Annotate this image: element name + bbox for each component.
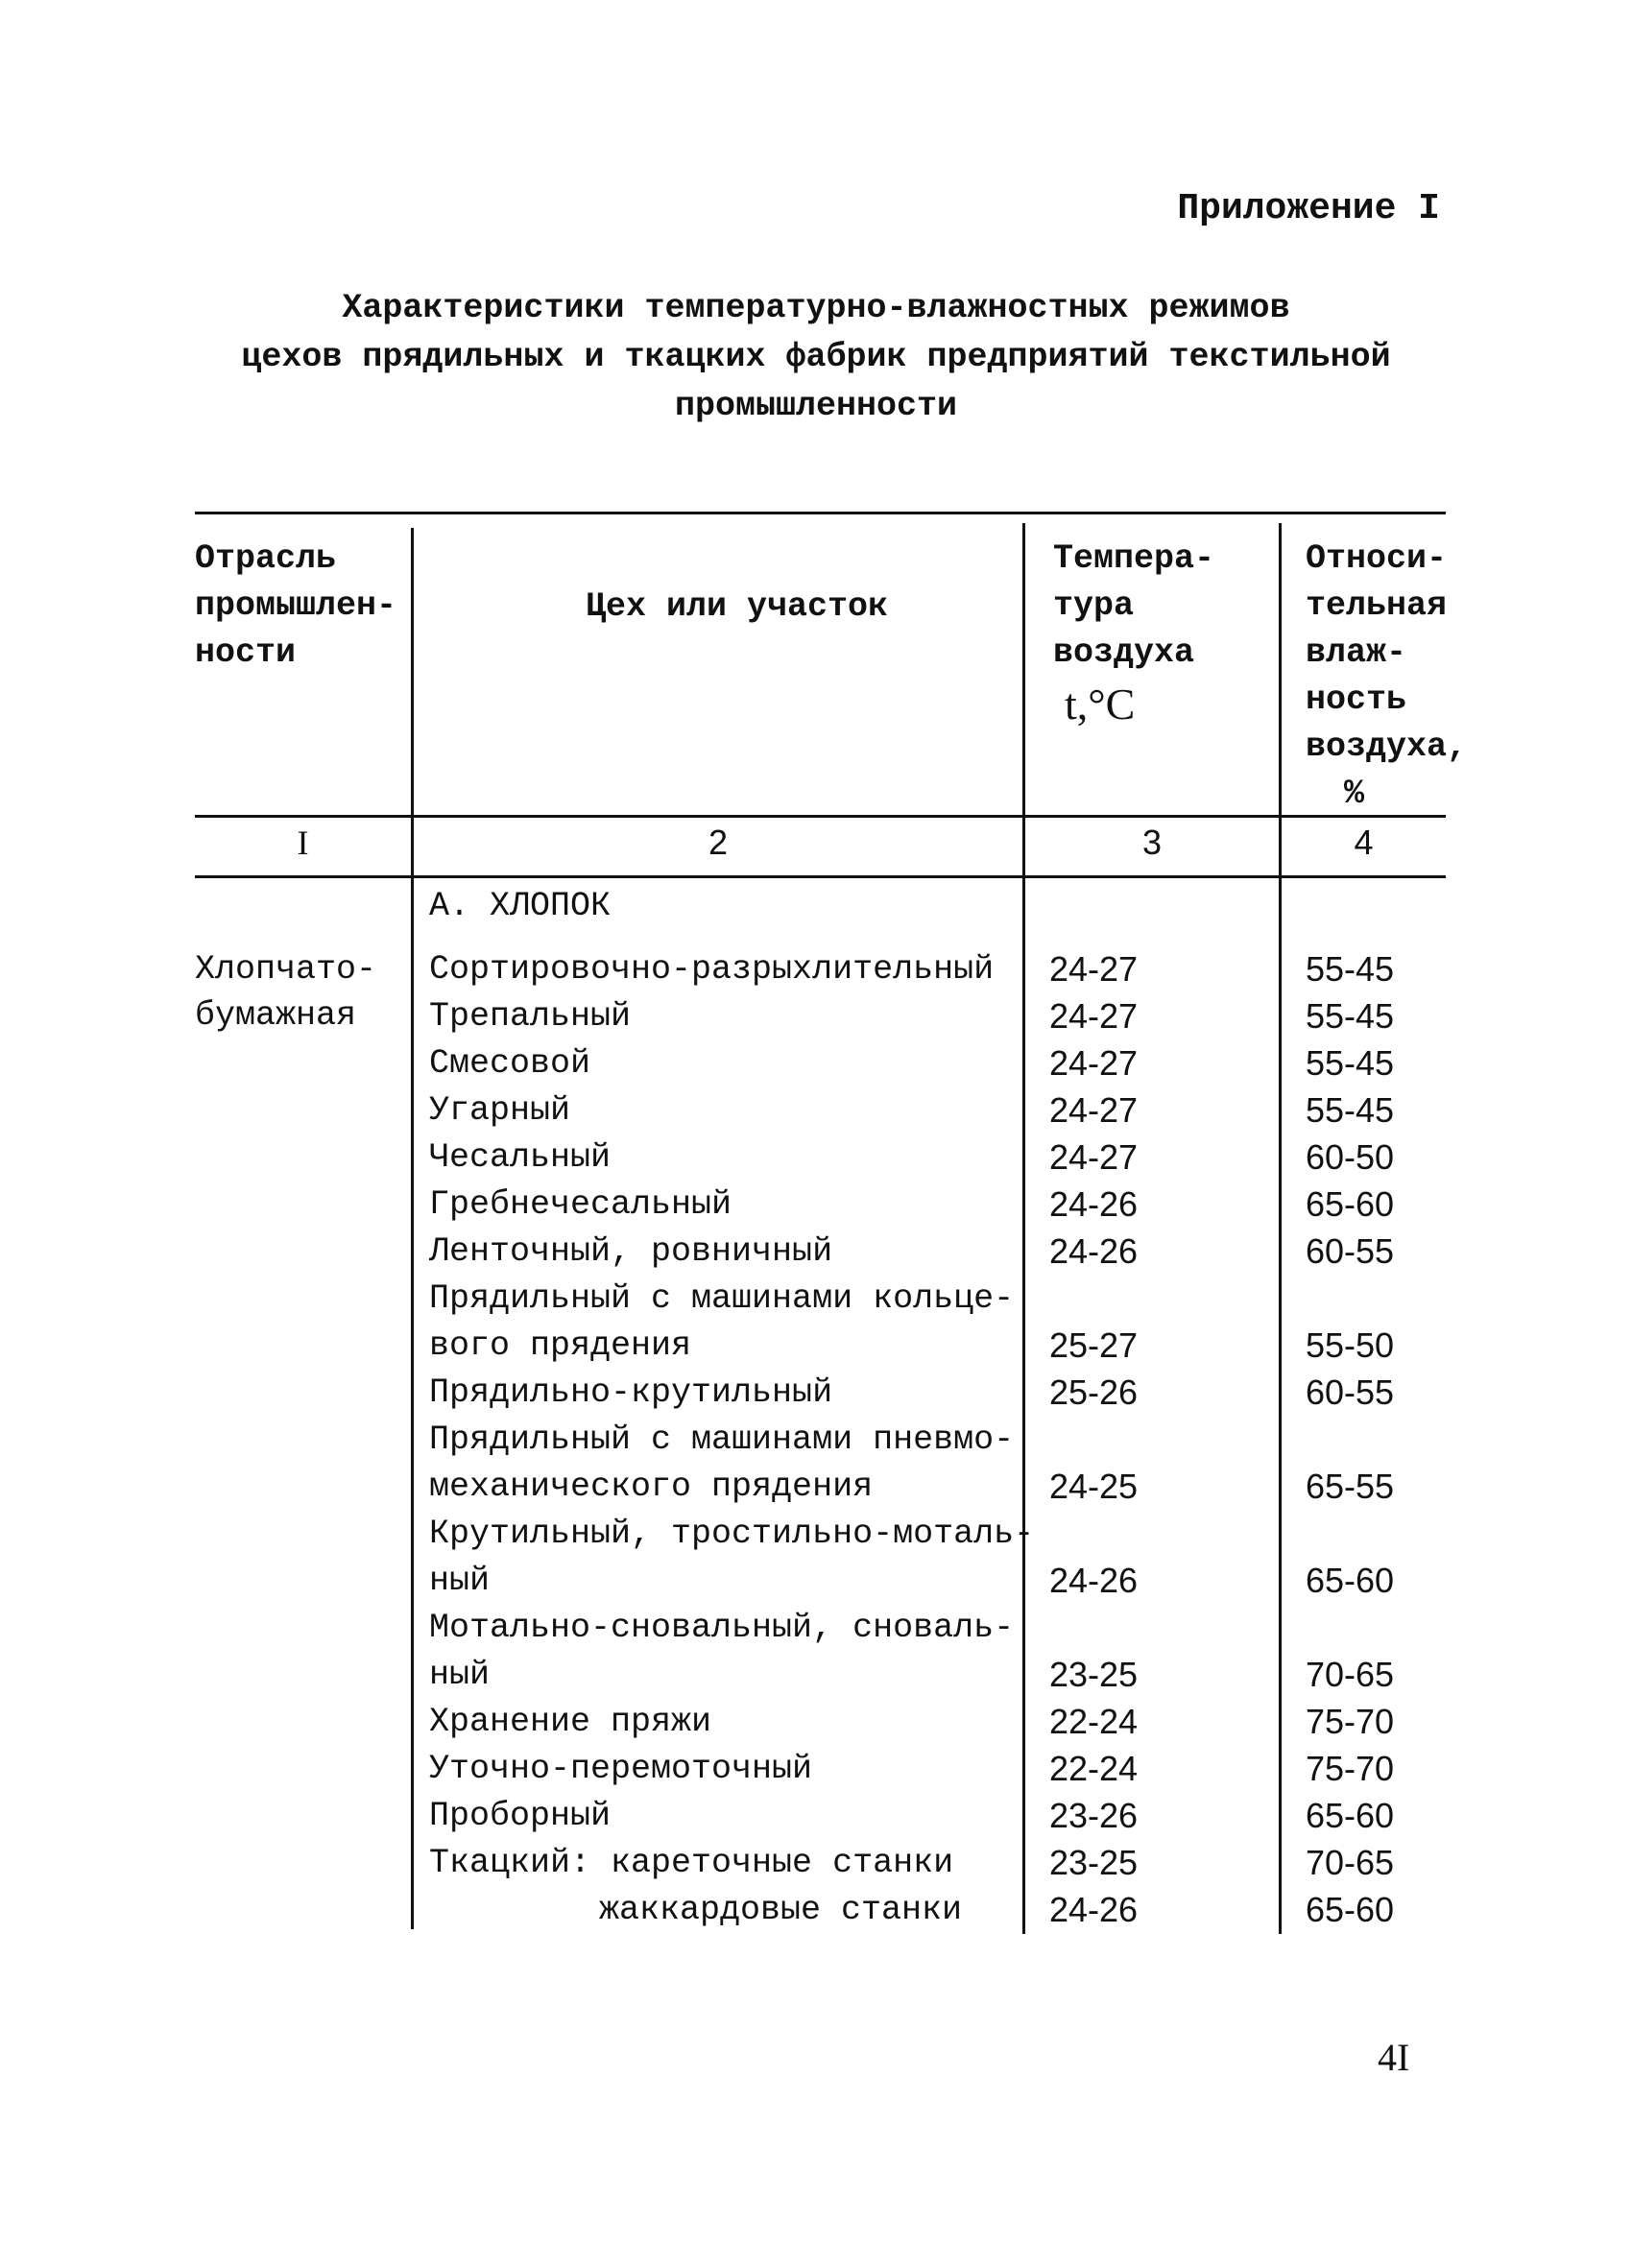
row-name: Трепальный [429, 997, 632, 1036]
row-temperature: 22-24 [1049, 1702, 1139, 1741]
column-divider-1 [411, 528, 414, 1929]
row-humidity: 65-60 [1306, 1796, 1395, 1835]
title-line: промышленности [674, 387, 958, 425]
row-temperature: 24-25 [1049, 1467, 1139, 1506]
row-temperature: 24-26 [1049, 1231, 1139, 1271]
row-temperature: 24-26 [1049, 1561, 1139, 1600]
row-humidity: 60-55 [1306, 1373, 1395, 1412]
row-temperature: 24-26 [1049, 1184, 1139, 1224]
row-humidity: 65-60 [1306, 1184, 1395, 1224]
column-number: 3 [1141, 823, 1163, 862]
column-divider-2 [1022, 523, 1025, 1934]
row-temperature: 24-27 [1049, 1090, 1139, 1130]
row-temperature: 23-26 [1049, 1796, 1139, 1835]
title-line: цехов прядильных и ткацких фабрик предприятий текстильной [241, 338, 1391, 376]
column-number-rule [195, 875, 1446, 878]
row-name: Уточно-перемоточный [429, 1750, 813, 1788]
header-temperature: Темпера- тура воздуха t,°C [1053, 539, 1215, 728]
row-humidity: 55-45 [1306, 1043, 1395, 1083]
row-humidity: 55-45 [1306, 949, 1395, 989]
column-number: 2 [708, 823, 729, 862]
row-name: механического прядения [429, 1468, 874, 1506]
row-humidity: 65-60 [1306, 1890, 1395, 1929]
header-industry: Отрасль промышлен- ности [195, 539, 397, 672]
row-name: Ленточный, ровничный [429, 1232, 833, 1271]
industry-name: Хлопчато- бумажная [195, 950, 377, 1035]
row-name: жаккардовые станки [599, 1891, 963, 1929]
appendix-label: Приложение I [1177, 188, 1440, 229]
row-humidity: 65-60 [1306, 1561, 1395, 1600]
row-temperature: 24-27 [1049, 996, 1139, 1036]
row-temperature: 25-26 [1049, 1373, 1139, 1412]
row-humidity: 75-70 [1306, 1702, 1395, 1741]
row-temperature: 24-27 [1049, 949, 1139, 989]
row-temperature: 24-27 [1049, 1137, 1139, 1177]
row-name: Ткацкий: кареточные станки [429, 1844, 954, 1882]
row-humidity: 70-65 [1306, 1843, 1395, 1882]
row-name: Прядильный с машинами кольце- [429, 1279, 1015, 1318]
column-number: 4 [1354, 823, 1374, 862]
row-name: Сортировочно-разрыхлительный [429, 950, 995, 989]
page-number: 4I [1378, 2036, 1410, 2079]
column-number: I [297, 824, 309, 862]
row-humidity: 60-50 [1306, 1137, 1395, 1177]
row-temperature: 22-24 [1049, 1749, 1139, 1788]
row-humidity: 65-55 [1306, 1467, 1395, 1506]
header-shop: Цех или участок [586, 587, 889, 626]
row-name: Гребнечесальный [429, 1185, 732, 1224]
row-humidity: 55-45 [1306, 1090, 1395, 1130]
row-name: ный [429, 1656, 491, 1694]
row-humidity: 55-50 [1306, 1325, 1395, 1365]
row-name: Проборный [429, 1797, 612, 1835]
row-temperature: 23-25 [1049, 1655, 1139, 1694]
row-name: вого прядения [429, 1326, 692, 1365]
row-name: Прядильный с машинами пневмо- [429, 1420, 1015, 1459]
row-name: ный [429, 1562, 491, 1600]
row-name: Угарный [429, 1091, 571, 1130]
row-humidity: 75-70 [1306, 1749, 1395, 1788]
title-line: Характеристики температурно-влажностных режимов [342, 289, 1290, 327]
row-humidity: 55-45 [1306, 996, 1395, 1036]
row-name: Хранение пряжи [429, 1703, 712, 1741]
row-name: Прядильно-крутильный [429, 1373, 833, 1412]
row-temperature: 23-25 [1049, 1843, 1139, 1882]
row-temperature: 25-27 [1049, 1325, 1139, 1365]
document-title [144, 284, 1488, 431]
header-bottom-rule [195, 815, 1446, 818]
column-divider-3 [1279, 523, 1282, 1934]
row-humidity: 60-55 [1306, 1231, 1395, 1271]
row-humidity: 70-65 [1306, 1655, 1395, 1694]
row-name: Смесовой [429, 1044, 591, 1083]
row-name: Чесальный [429, 1138, 612, 1177]
row-name: Мотально-сновальный, сноваль- [429, 1609, 1015, 1647]
row-name: Крутильный, тростильно-моталь- [429, 1515, 1035, 1553]
header-humidity: Относи- тельная влаж- ность воздуха, % [1306, 539, 1468, 813]
section-title: А. ХЛОПОК [429, 887, 612, 925]
table-top-rule [195, 512, 1446, 514]
row-temperature: 24-27 [1049, 1043, 1139, 1083]
row-temperature: 24-26 [1049, 1890, 1139, 1929]
